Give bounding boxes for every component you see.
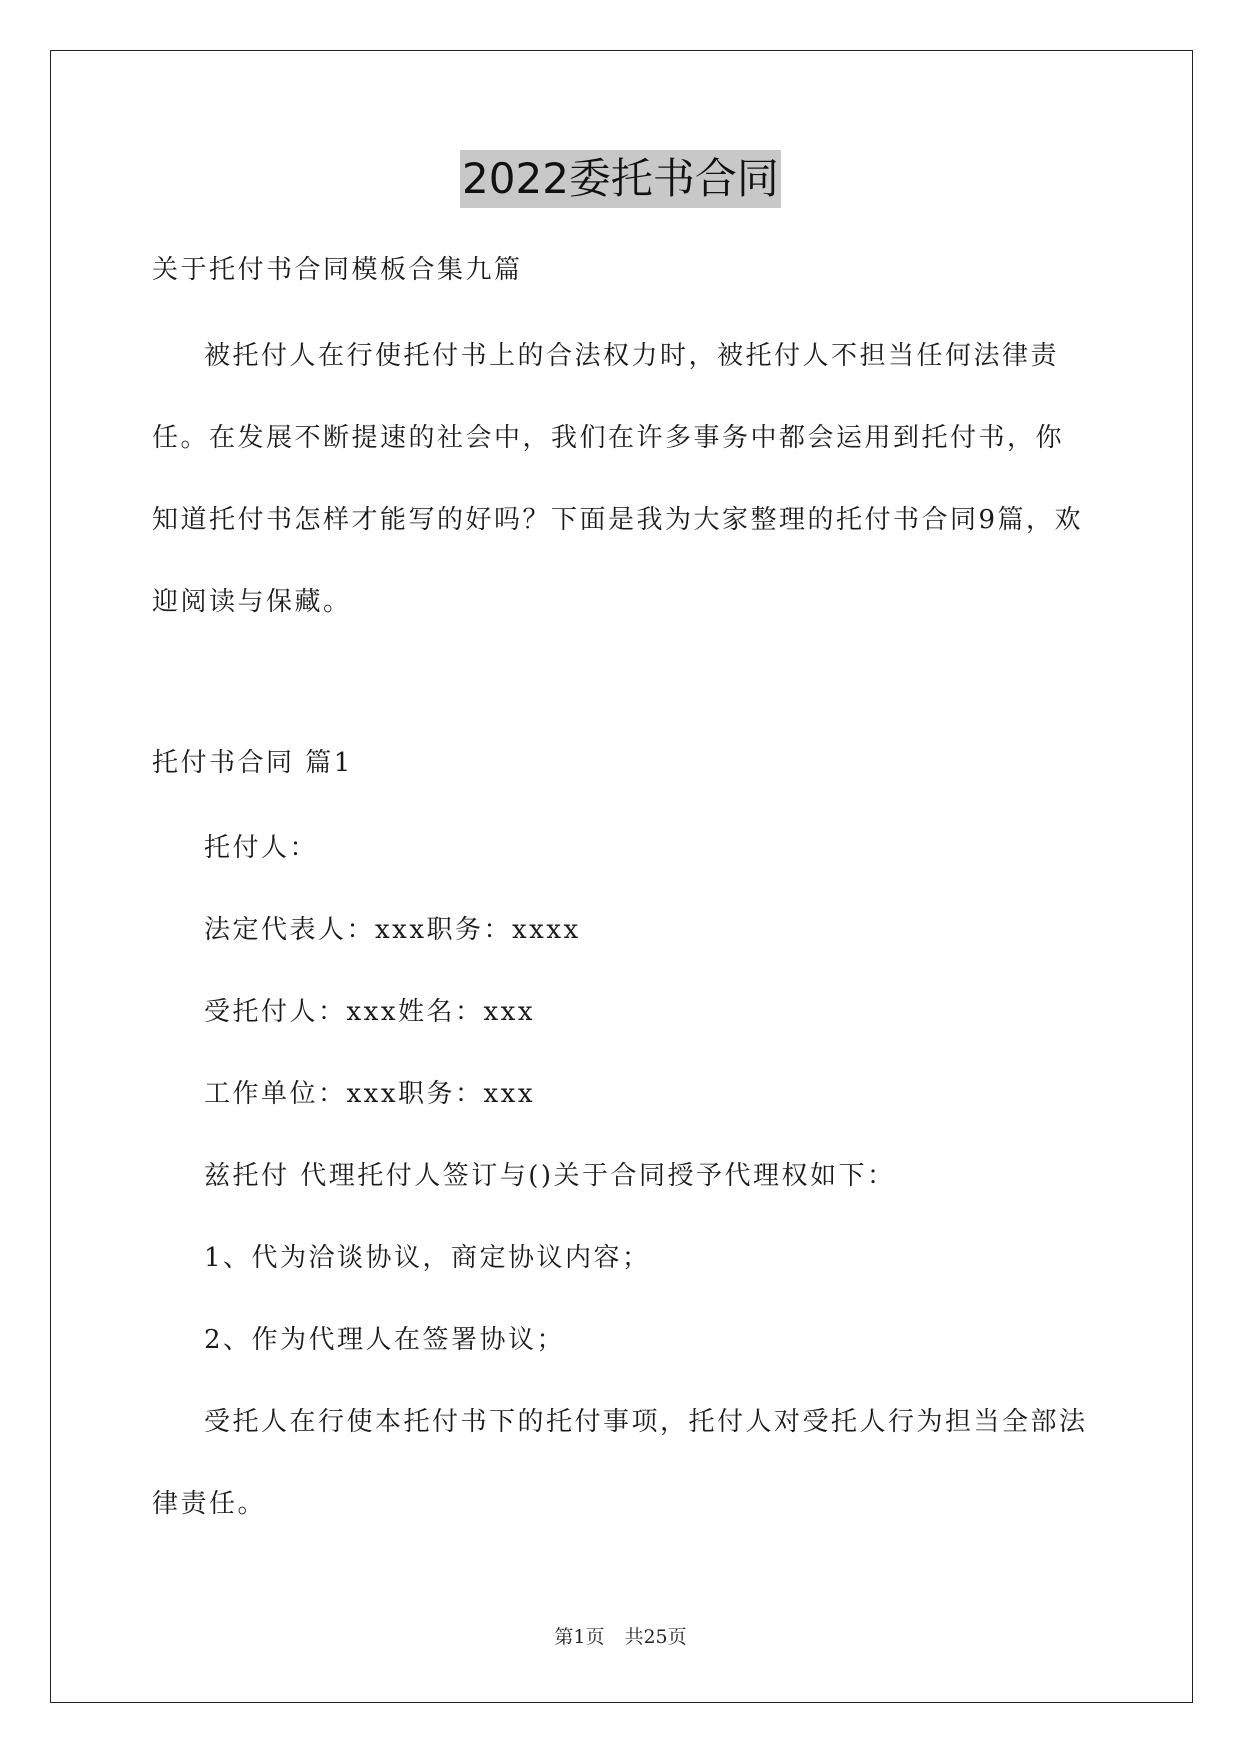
title-container xyxy=(0,150,1241,208)
paragraph-item-1: 1、代为洽谈协议，商定协议内容； xyxy=(204,1243,651,1273)
paragraph-workplace: 工作单位：xxx职务：xxx xyxy=(204,1079,535,1109)
paragraph-agent: 受托付人：xxx姓名：xxx xyxy=(204,997,535,1027)
paragraph-legal-rep: 法定代表人：xxx职务：xxxx xyxy=(204,915,581,945)
paragraph-liability: 受托人在行使本托付书下的托付事项，托付人对受托人行为担当全部法律责任。 xyxy=(152,1407,1088,1519)
paragraph-item-2: 2、作为代理人在签署协议； xyxy=(204,1325,566,1355)
document-subtitle: 关于托付书合同模板合集九篇 xyxy=(152,255,523,285)
document-body xyxy=(152,240,1092,1545)
paragraph-principal: 托付人： xyxy=(204,833,319,863)
paragraph-authorization: 兹托付 代理托付人签订与()关于合同授予代理权如下： xyxy=(204,1161,896,1191)
intro-paragraph: 被托付人在行使托付书上的合法权力时，被托付人不担当任何法律责任。在发展不断提速的社会中，我们在许多事务中都会运用到托付书，你知道托付书怎样才能写的好吗？下面是我为大家整理的托付书合同9篇，欢迎阅读与保藏。 xyxy=(152,341,1084,617)
page-number: 第1页 xyxy=(554,1626,605,1648)
section-heading: 托付书合同 篇1 xyxy=(152,748,353,778)
page-footer xyxy=(0,1622,1241,1649)
page-total: 共25页 xyxy=(624,1626,687,1648)
document-title: 2022委托书合同 xyxy=(460,150,781,208)
